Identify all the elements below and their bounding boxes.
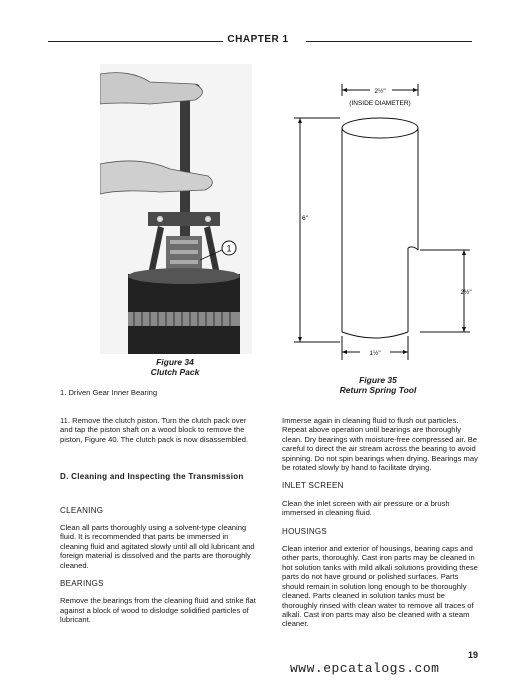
housings-heading: HOUSINGS: [282, 526, 328, 536]
dim-top-label: 2½": [374, 88, 386, 95]
dim-top-note: (INSIDE DIAMETER): [349, 100, 411, 107]
bearings-heading: BEARINGS: [60, 579, 104, 589]
bearings-continued: Immerse again in cleaning fluid to flush out particles. Repeat above operation until bearings are thoroughly clean. Dry bearings with moisture-free compressed air. Be careful to direct the air stream across the bearing to avoid spinning. Do not spin bearings when drying. Bearings may be rotated slowly by hand to facilitate drying.: [282, 416, 478, 473]
figure35-subtitle: Return Spring Tool: [339, 385, 417, 395]
figure35-caption: [318, 375, 438, 395]
figure34-legend: 1. Driven Gear Inner Bearing: [60, 388, 158, 397]
section-heading: D. Cleaning and Inspecting the Transmission: [60, 472, 244, 482]
dim-slot-label: 2½": [460, 289, 472, 296]
callout-number: 1: [226, 243, 232, 254]
figure34-title: Figure 34: [156, 357, 194, 367]
return-spring-tool-diagram: [280, 80, 480, 370]
inlet-screen-heading: INLET SCREEN: [282, 481, 344, 491]
dim-bottom-label: 1½": [369, 350, 381, 357]
inlet-screen-text: Clean the inlet screen with air pressure or a brush immersed in cleaning fluid.: [282, 498, 450, 518]
right-column: [282, 416, 478, 638]
dim-height-label: 6": [302, 215, 308, 222]
figure34-caption: [120, 357, 230, 377]
figure35-title: Figure 35: [359, 375, 397, 385]
watermark: www.epcatalogs.com: [290, 661, 440, 676]
step-11: 11. Remove the clutch piston. Turn the clutch pack over and tap the piston shaft on a wood block to remove the piston, Figure 40. The clutch pack is now disassembled.: [60, 416, 249, 444]
clutch-pack-photo: [100, 64, 252, 354]
cleaning-heading: CLEANING: [60, 505, 104, 515]
chapter-heading: CHAPTER 1: [0, 34, 516, 45]
cleaning-text: Clean all parts thoroughly using a solvent-type cleaning fluid. It is recommended that parts be immersed in cleaning fluid and agitated slowly until all old lubricant and foreign material is dissolved and the parts are thoroughly cleaned.: [60, 523, 255, 570]
left-column: [60, 416, 256, 634]
page-number: 19: [468, 650, 479, 660]
figure34-subtitle: Clutch Pack: [150, 367, 200, 377]
bearings-text: Remove the bearings from the cleaning fluid and strike flat against a block of wood to dislodge solidified particles of lubricant.: [60, 596, 256, 625]
housings-text: Clean interior and exterior of housings, bearing caps and other parts, thoroughly. Cast iron parts may be cleaned in hot solution tanks with mild alkali solutions providing these parts do not have ground or polished surfaces. Parts should remain in solution long enough to be thoroughly cleaned. Parts cleaned in solution tanks must be thoroughly rinsed with clean water to remove all traces of alkali. Cast iron parts may also be cleaned with a steam cleaner.: [282, 544, 478, 629]
